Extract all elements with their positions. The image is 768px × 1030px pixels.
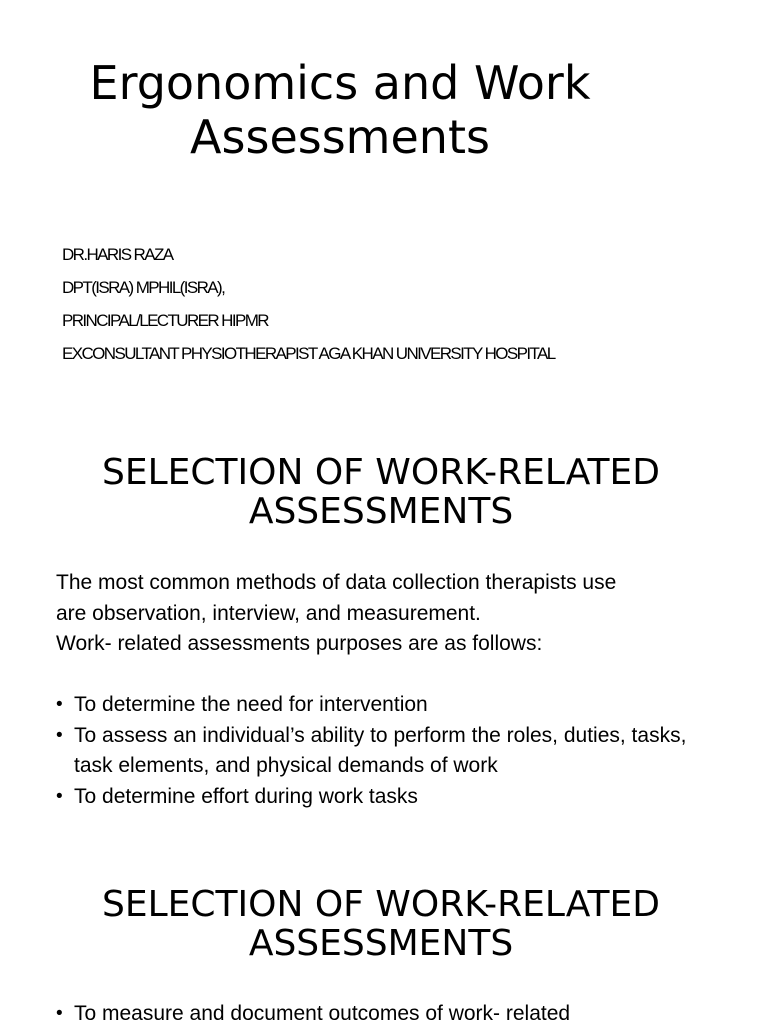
purpose-bullet-list <box>56 690 716 812</box>
section-heading-1 <box>0 453 762 531</box>
heading-line-1: SELECTION OF WORK-RELATED <box>101 884 661 925</box>
heading-line-1: SELECTION OF WORK-RELATED <box>101 452 661 493</box>
author-position: PRINCIPAL/LECTURER HIPMR <box>62 311 268 330</box>
title-line-1: Ergonomics and Work <box>89 56 591 110</box>
section-heading-2 <box>0 885 762 963</box>
document-title <box>0 56 680 164</box>
intro-line-2: are observation, interview, and measurement. <box>56 601 481 625</box>
author-degrees: DPT(ISRA) MPHIL(ISRA), <box>62 278 225 297</box>
author-former-position: EXCONSULTANT PHYSIOTHERAPIST AGA KHAN UNIVERSITY HOSPITAL <box>62 344 555 363</box>
author-name: DR.HARIS RAZA <box>62 245 173 264</box>
intro-paragraph <box>56 568 736 660</box>
intro-line-1: The most common methods of data collection therapists use <box>56 571 617 594</box>
list-item <box>56 721 716 782</box>
bullet-icon: • <box>56 785 63 807</box>
list-item <box>56 999 716 1030</box>
outcome-bullet-list <box>56 999 716 1030</box>
heading-line-2: ASSESSMENTS <box>248 923 514 964</box>
list-item-text: To determine effort during work tasks <box>74 784 418 808</box>
bullet-icon: • <box>56 694 63 715</box>
bullet-icon: • <box>56 724 63 746</box>
author-info <box>62 238 722 370</box>
list-item-text: To determine the need for intervention <box>74 693 428 716</box>
list-item-text: To assess an individual’s ability to perform the roles, duties, tasks, task elements, and physical demands of work <box>74 723 687 777</box>
title-line-2: Assessments <box>190 110 490 164</box>
list-item <box>56 690 716 721</box>
list-item <box>56 782 716 813</box>
list-item-text: To measure and document outcomes of work- related <box>74 1002 571 1025</box>
intro-line-3: Work- related assessments purposes are as follows: <box>56 632 543 655</box>
heading-line-2: ASSESSMENTS <box>248 491 514 532</box>
bullet-icon: • <box>56 1003 63 1024</box>
